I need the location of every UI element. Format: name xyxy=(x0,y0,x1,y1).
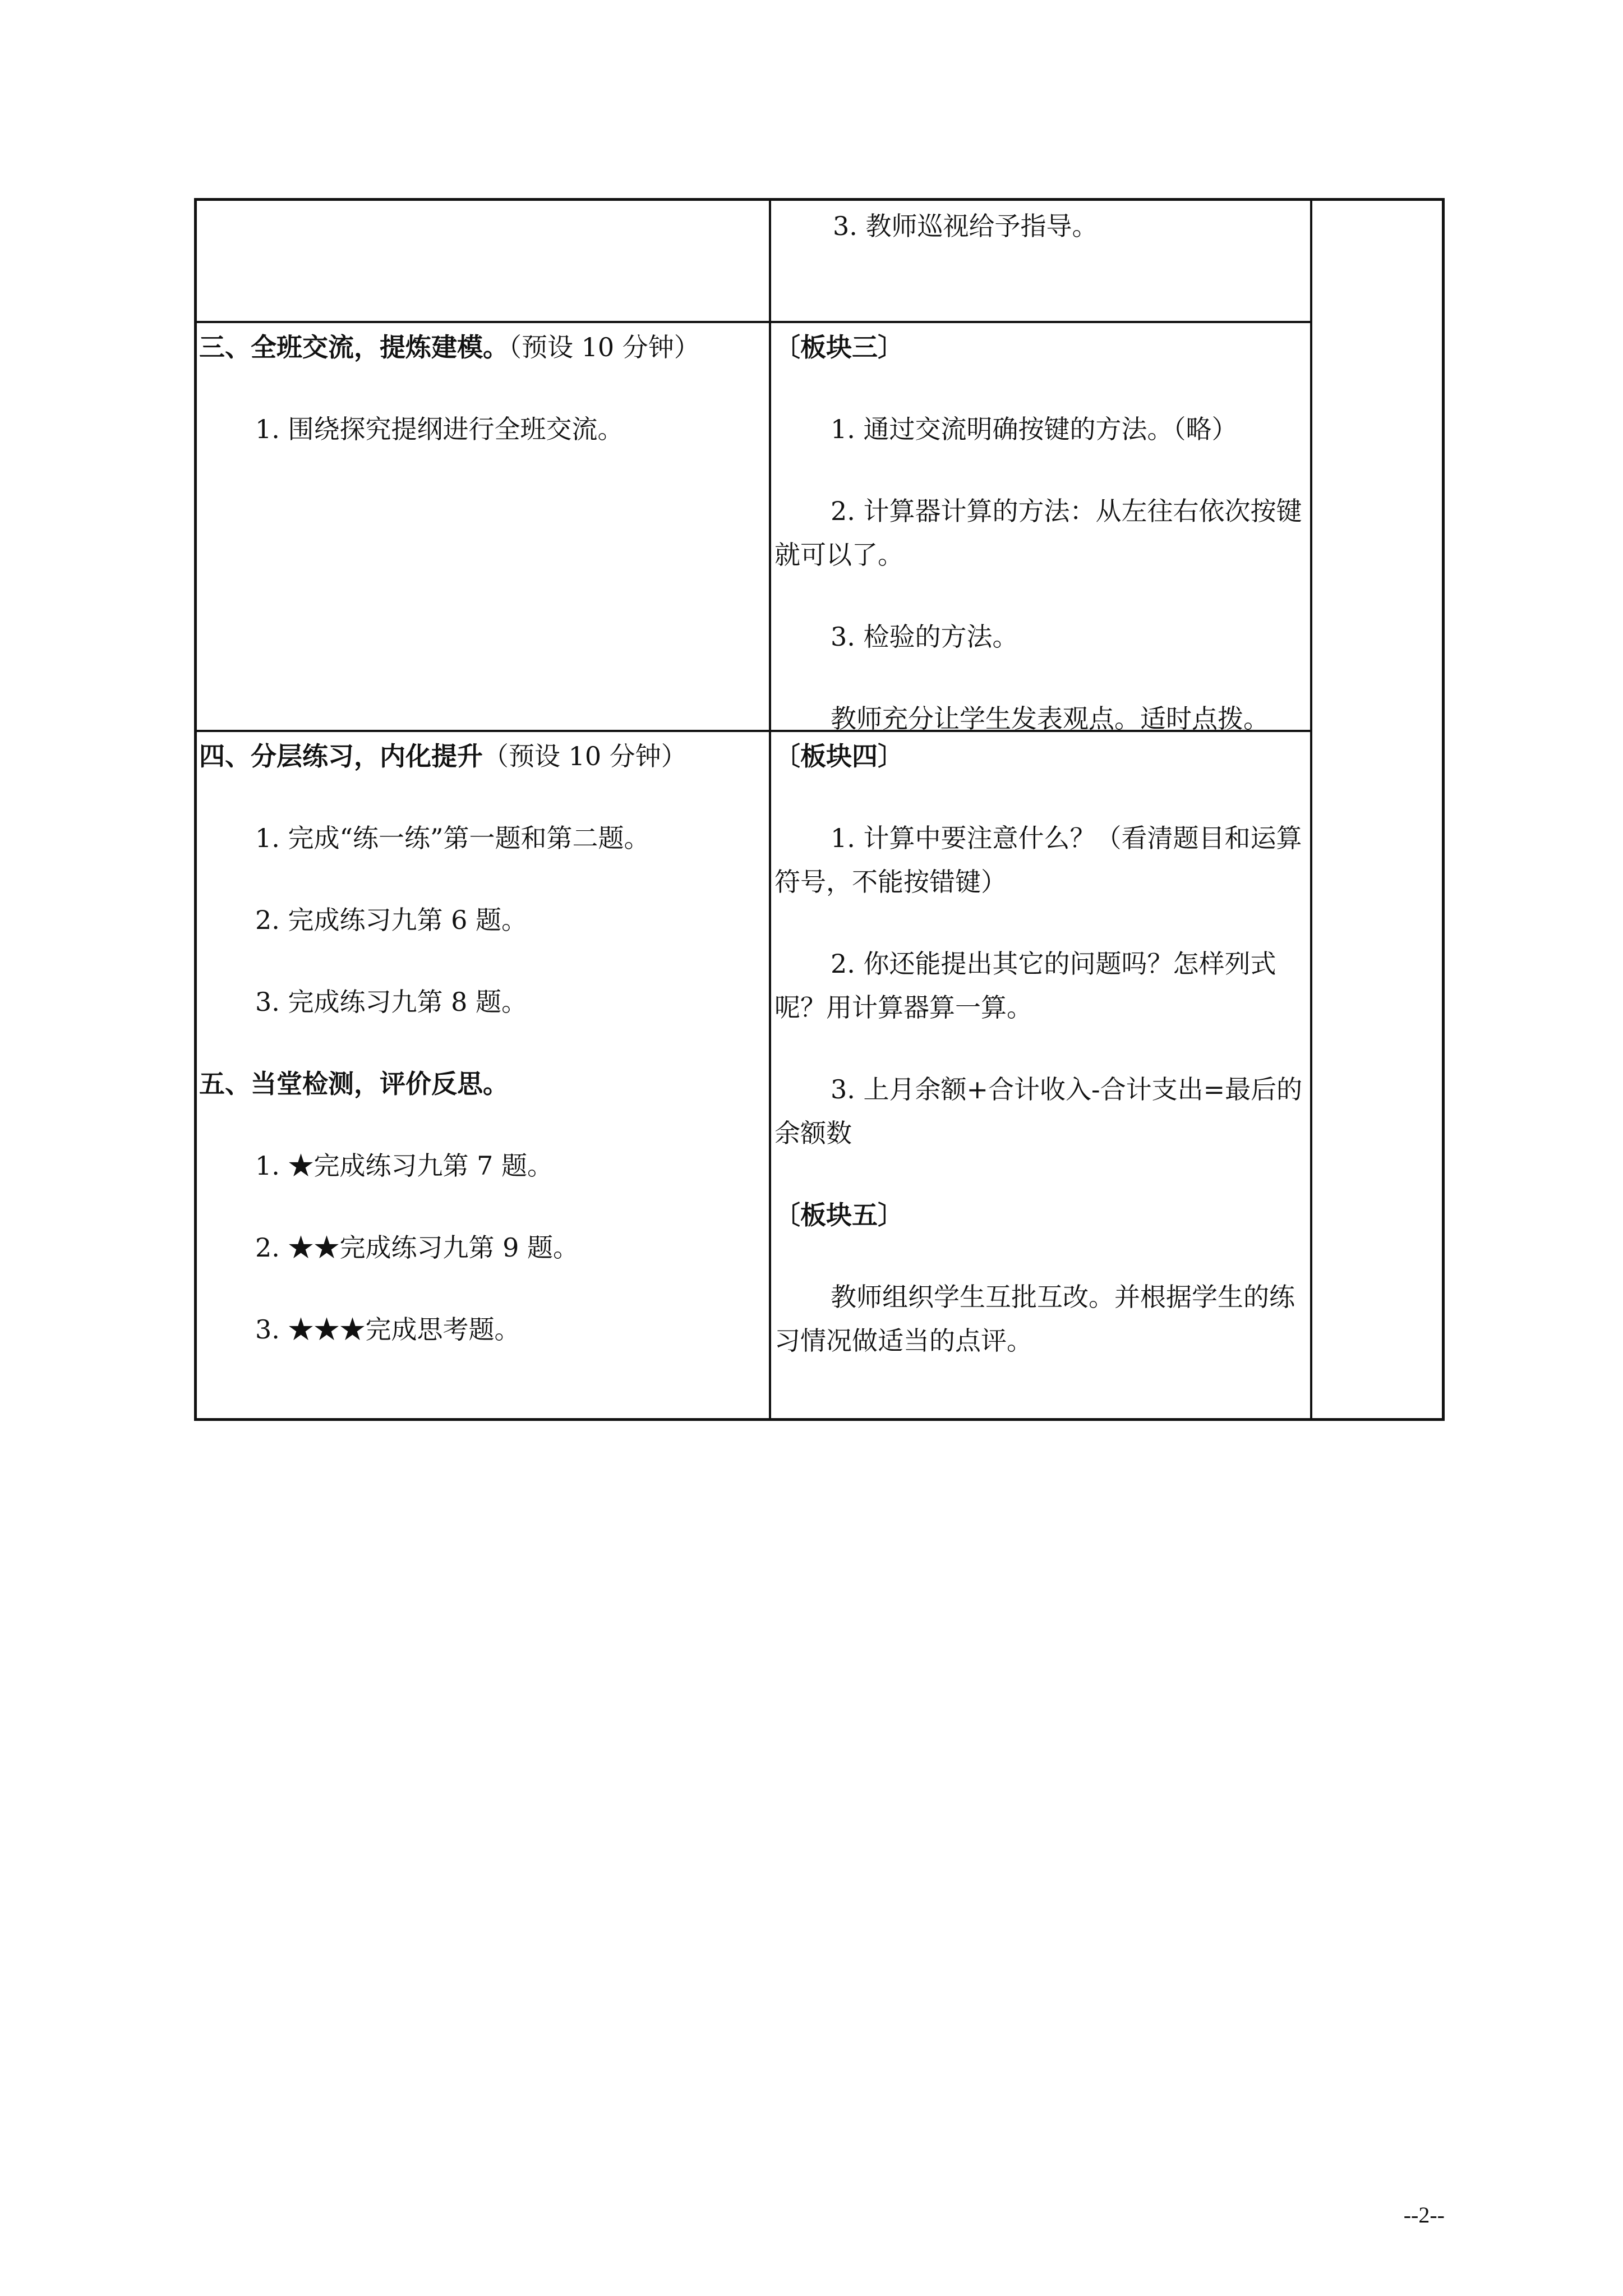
block-three-heading: 〔板块三〕 xyxy=(774,332,903,362)
row3-right-item-2: 2. 你还能提出其它的问题吗？怎样列式呢？用计算器算一算。 xyxy=(774,949,1276,1023)
block-five-heading: 〔板块五〕 xyxy=(774,1200,903,1230)
section-five-heading: 五、当堂检测，评价反思。 xyxy=(199,1069,509,1099)
row3-right-cell xyxy=(772,734,1308,1363)
row3-right-item-4: 教师组织学生互批互改。并根据学生的练习情况做适当的点评。 xyxy=(774,1282,1295,1356)
row1-right-line-1: 3. 教师巡视给予指导。 xyxy=(833,211,1098,241)
section-four-heading xyxy=(199,734,767,778)
row-divider-1 xyxy=(197,321,1312,323)
section-four-title: 四、分层练习，内化提升 xyxy=(199,741,483,771)
remarks-column xyxy=(1312,201,1442,1418)
row3-left-item-6: 3. ★★★完成思考题。 xyxy=(255,1314,520,1345)
row3-left-item-1: 1. 完成“练一练”第一题和第二题。 xyxy=(255,823,650,853)
lesson-plan-table xyxy=(194,198,1445,1421)
row2-left-cell xyxy=(199,325,767,451)
row3-right-item-1: 1. 计算中要注意什么？（看清题目和运算符号，不能按错键） xyxy=(774,823,1302,897)
page-number: --2-- xyxy=(1403,2202,1445,2228)
row3-left-item-5: 2. ★★完成练习九第 9 题。 xyxy=(255,1232,579,1263)
row2-right-item-3: 3. 检验的方法。 xyxy=(831,622,1018,652)
row2-right-item-4: 教师充分让学生发表观点。适时点拨。 xyxy=(831,703,1269,734)
row3-right-item-3: 3. 上月余额+合计收入-合计支出=最后的余额数 xyxy=(774,1074,1303,1148)
block-four-heading: 〔板块四〕 xyxy=(774,741,903,771)
row3-left-item-4: 1. ★完成练习九第 7 题。 xyxy=(255,1151,554,1181)
column-divider-1 xyxy=(769,201,771,1418)
row2-left-item-1: 1. 围绕探究提纲进行全班交流。 xyxy=(255,414,624,444)
row2-right-cell xyxy=(772,325,1308,740)
row3-left-item-3: 3. 完成练习九第 8 题。 xyxy=(255,987,528,1017)
row3-left-cell xyxy=(199,734,767,1351)
section-three-title: 三、全班交流，提炼建模。 xyxy=(199,332,509,362)
section-three-heading xyxy=(199,325,767,369)
row3-left-item-2: 2. 完成练习九第 6 题。 xyxy=(255,905,528,935)
section-three-time: （预设 10 分钟） xyxy=(509,332,700,362)
section-four-time: （预设 10 分钟） xyxy=(483,741,687,771)
row1-left-cell xyxy=(199,201,769,321)
row2-right-item-1: 1. 通过交流明确按键的方法。（略） xyxy=(831,414,1238,444)
row1-right-cell xyxy=(772,204,1308,248)
row2-right-item-2: 2. 计算器计算的方法：从左往右依次按键就可以了。 xyxy=(774,496,1302,570)
